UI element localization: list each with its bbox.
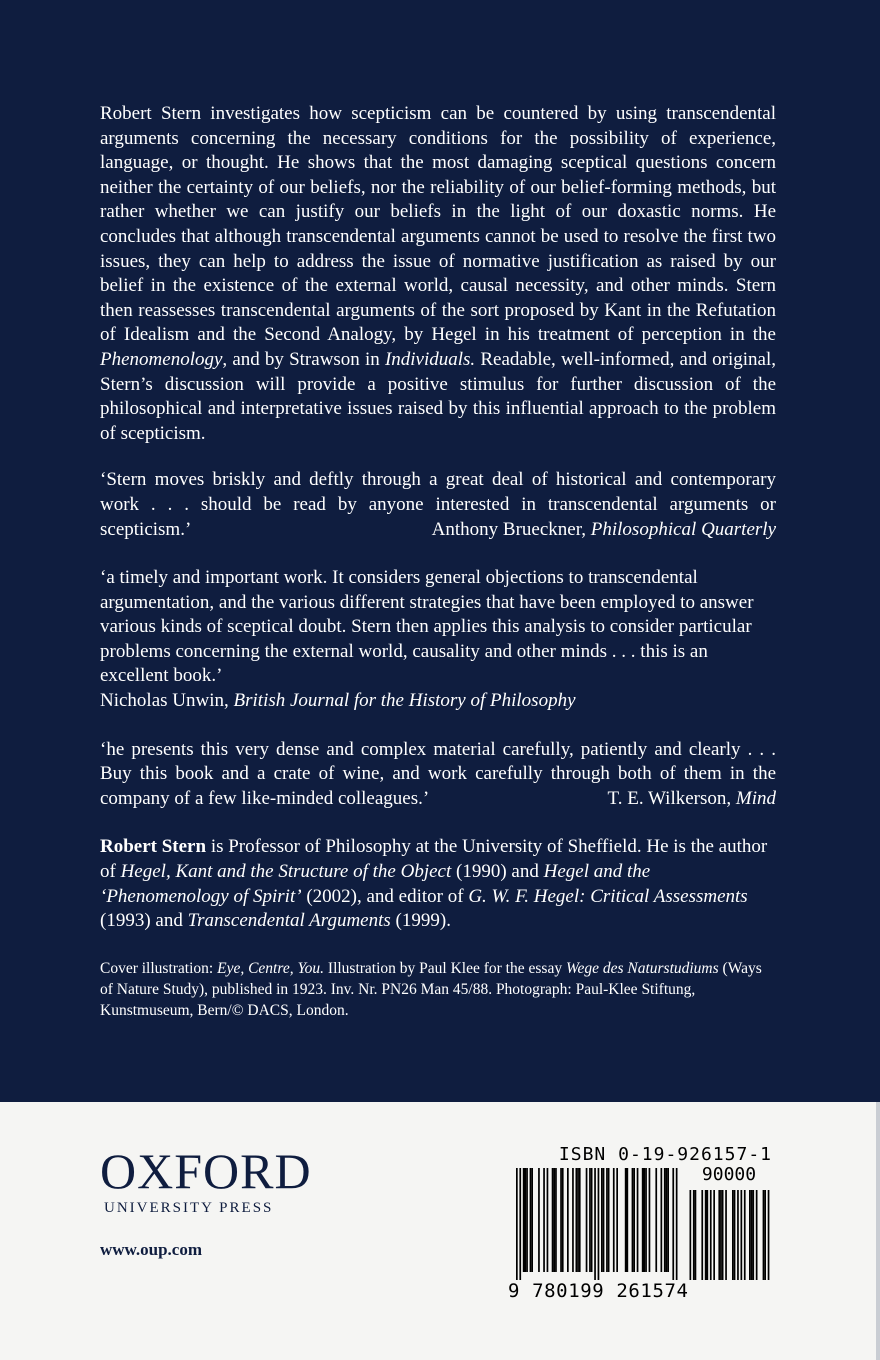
addon-bar xyxy=(695,1190,697,1280)
barcode-bar xyxy=(627,1168,629,1272)
publisher-subtitle: UNIVERSITY PRESS xyxy=(104,1200,274,1216)
review-3 xyxy=(100,738,776,812)
barcode-bar xyxy=(586,1168,588,1272)
text-run: (1993) and xyxy=(100,910,188,932)
cover-credits xyxy=(100,958,776,1021)
text-run: Robert Stern investigates how scepticism can be countered by using transcendental arguments concerning the necessary conditions for the possibility of experience, language, or thought. He shows that the most damaging sceptical questions concern neither the certainty of our beliefs, nor the reliability of our belief-forming methods, but rather whether we can justify our beliefs in the light of our doxastic norms. He concludes that although transcendental arguments cannot be used to resolve the first two issues, they can help to address the issue of normative justification as raised by our belief in the existence of the external world, causal necessity, and other minds. Stern then reassesses transcendental arguments of the sort proposed by Kant in the Refutation of Idealism and the Second Analogy, by Hegel in his treatment of perception in the xyxy=(100,103,776,346)
review-3-attribution xyxy=(608,787,776,812)
review-1 xyxy=(100,468,776,542)
barcode-bar xyxy=(603,1168,605,1272)
barcode-bar xyxy=(632,1168,634,1272)
barcode-bar xyxy=(531,1168,533,1272)
barcode-bar xyxy=(579,1168,581,1272)
text-run: Hegel, Kant and the Structure of the Object xyxy=(120,861,452,883)
publisher-name: OXFORD xyxy=(100,1143,312,1199)
review-1-source: Philosophical Quarterly xyxy=(590,518,776,540)
addon-bar xyxy=(705,1190,707,1280)
publisher-url[interactable]: www.oup.com xyxy=(100,1240,203,1259)
addon-bar xyxy=(732,1190,734,1280)
text-run: Cover illustration: xyxy=(100,959,218,977)
barcode-bar xyxy=(567,1168,569,1272)
barcode-bar xyxy=(552,1168,554,1272)
barcode-bar xyxy=(547,1168,549,1272)
text-run: Eye, Centre, You. xyxy=(217,959,325,977)
addon-bar xyxy=(720,1190,722,1280)
spine-edge xyxy=(876,1102,880,1360)
addon-bar xyxy=(768,1190,770,1280)
text-run: Individuals. xyxy=(384,348,476,370)
text-run: Hegel and the ‘Phenomenology of Spirit’ xyxy=(100,861,651,907)
addon-bar xyxy=(693,1190,695,1280)
addon-bar xyxy=(734,1190,736,1280)
ean-digits: 9 780199 261574 xyxy=(508,1280,689,1302)
addon-bar xyxy=(690,1190,692,1280)
barcode-bar xyxy=(525,1168,527,1272)
addon-bar xyxy=(701,1190,703,1280)
review-2-quote: ‘a timely and important work. It considers general objections to transcendental argumentation, and the various different strategies that have been employed to answer various kinds of sceptical doubt. Stern then applies this analysis to consider particular problems concerning the external world, causality and other minds . . . this is an excellent book.’ xyxy=(100,567,754,687)
review-3-text xyxy=(100,738,776,812)
review-1-author: Anthony Brueckner, xyxy=(431,518,591,540)
addon-bar xyxy=(737,1190,739,1280)
addon-bar xyxy=(741,1190,743,1280)
text-run: Phenomenology xyxy=(100,348,223,370)
barcode-bar xyxy=(530,1168,532,1272)
book-description xyxy=(100,102,776,446)
barcode-bar xyxy=(555,1168,557,1272)
addon-bar xyxy=(710,1190,712,1280)
barcode-bar xyxy=(606,1168,608,1272)
isbn-label: ISBN 0-19-926157-1 xyxy=(558,1144,772,1165)
addon-bar xyxy=(749,1190,751,1280)
review-1-text xyxy=(100,468,776,542)
barcode-bar xyxy=(633,1168,635,1272)
barcode-bar xyxy=(526,1168,528,1272)
addon-bar xyxy=(764,1190,766,1280)
barcode-bar xyxy=(616,1168,618,1272)
text-run: Robert Stern xyxy=(100,836,207,858)
text-run: (1990) and xyxy=(451,861,544,883)
barcode-bar xyxy=(644,1168,646,1272)
addon-bar xyxy=(751,1190,753,1280)
text-run: (Ways of Nature Study), published in 1923. Inv. Nr. PN26 Man 45/88. Photograph: Paul-Klee Stiftung, Kunstmuseum, Bern/© DACS, London. xyxy=(100,959,762,1019)
review-2-source: British Journal for the History of Philosophy xyxy=(233,690,576,712)
text-run: Readable, well-informed, and original, Stern’s discussion will provide a positive stimulus for further discussion of the philosophical and interpretative issues raised by this influential approach to the problem of scepticism. xyxy=(100,348,777,444)
barcode-bar xyxy=(572,1168,574,1272)
addon-bar xyxy=(744,1190,746,1280)
barcode-bar xyxy=(516,1168,518,1280)
review-3-quote: ‘he presents this very dense and complex material carefully, patiently and clearly . . . Buy this book and a crate of wine, and work carefully through both of them in the company of a few like-minded colleagues.’ xyxy=(100,738,776,809)
addon-bar xyxy=(756,1190,758,1280)
barcode-bar xyxy=(543,1168,545,1272)
barcode-bar xyxy=(667,1168,669,1272)
barcode-bar xyxy=(608,1168,610,1272)
addon-bar xyxy=(752,1190,754,1280)
barcode-bar xyxy=(519,1168,521,1280)
barcode-bar xyxy=(576,1168,578,1272)
barcode-bar xyxy=(661,1168,663,1272)
oxford-logo xyxy=(100,1143,312,1217)
review-3-author: T. E. Wilkerson, xyxy=(607,787,736,809)
text-run: , and by Strawson in xyxy=(222,348,385,370)
barcode-bar xyxy=(591,1168,593,1272)
barcode-bar xyxy=(613,1168,615,1272)
barcode-bar xyxy=(625,1168,627,1272)
barcode-bar xyxy=(655,1168,657,1272)
barcode-bar xyxy=(672,1168,674,1280)
barcode-bar xyxy=(649,1168,651,1272)
barcode-bar xyxy=(664,1168,666,1272)
review-2 xyxy=(100,566,776,714)
barcode-bar xyxy=(577,1168,579,1272)
barcode-bar xyxy=(553,1168,555,1272)
barcode-bar xyxy=(645,1168,647,1272)
author-bio xyxy=(100,835,776,933)
text-run: Illustration by Paul Klee for the essay xyxy=(324,959,566,977)
barcode-bar xyxy=(637,1168,639,1272)
addon-bar xyxy=(725,1190,727,1280)
review-1-attribution xyxy=(432,518,776,543)
barcode-bar xyxy=(560,1168,562,1272)
addon-bar xyxy=(713,1190,715,1280)
cover-text-column xyxy=(100,102,776,1021)
barcode-bar xyxy=(666,1168,668,1272)
text-run: (1999). xyxy=(390,910,451,932)
review-3-source: Mind xyxy=(735,787,776,809)
addon-bar xyxy=(718,1190,720,1280)
text-run: is Professor of Philosophy at the University of Sheffield. He is the author of xyxy=(100,836,768,883)
barcode-bar xyxy=(523,1168,525,1272)
barcode-bars xyxy=(508,1168,772,1280)
barcode-bar xyxy=(601,1168,603,1272)
barcode-bar xyxy=(562,1168,564,1272)
addon-bar xyxy=(722,1190,724,1280)
text-run: Transcendental Arguments xyxy=(187,910,391,932)
text-run: Wege des Naturstudiums xyxy=(565,959,719,977)
review-2-author: Nicholas Unwin, xyxy=(100,690,234,712)
text-run: G. W. F. Hegel: Critical Assessments xyxy=(468,885,748,907)
review-2-attribution xyxy=(100,689,776,714)
text-run: (2002), and editor of xyxy=(301,885,469,907)
barcode-addon: 90000 xyxy=(701,1164,757,1185)
barcode-bar xyxy=(594,1168,596,1280)
barcode-bar xyxy=(642,1168,644,1272)
barcode-bar xyxy=(598,1168,600,1280)
addon-bar xyxy=(707,1190,709,1280)
barcode-bar xyxy=(676,1168,678,1280)
barcode-bar xyxy=(538,1168,540,1272)
addon-bar xyxy=(763,1190,765,1280)
isbn-barcode xyxy=(508,1144,772,1304)
review-1-quote: ‘Stern moves briskly and deftly through a great deal of historical and contemporary work . . . should be read by anyone interested in transcendental arguments or scepticism.’ xyxy=(100,469,776,540)
barcode-bar xyxy=(589,1168,591,1272)
